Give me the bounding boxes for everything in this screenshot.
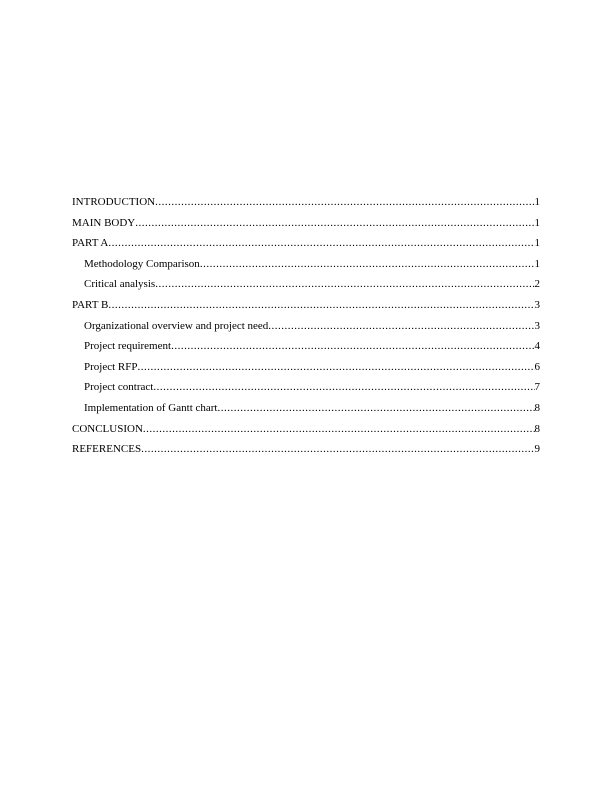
toc-entry-title: Implementation of Gantt chart: [84, 401, 218, 414]
toc-dot-leader: [171, 339, 534, 353]
toc-dot-leader: [217, 401, 534, 415]
toc-entry-project-requirement[interactable]: [72, 339, 540, 360]
toc-entry-page: 6: [534, 360, 540, 373]
toc-dot-leader: [135, 216, 534, 230]
toc-dot-leader: [153, 380, 534, 394]
toc-entry-project-contract[interactable]: [72, 380, 540, 401]
toc-dot-leader: [108, 236, 534, 250]
toc-dot-leader: [143, 422, 535, 436]
toc-entry-gantt-chart[interactable]: [72, 401, 540, 422]
toc-entry-page: 4: [534, 340, 540, 353]
toc-entry-main-body[interactable]: [72, 216, 540, 237]
toc-dot-leader: [141, 442, 534, 456]
toc-dot-leader: [155, 195, 534, 209]
toc-entry-title: PART A: [72, 237, 109, 250]
toc-entry-page: 2: [534, 278, 540, 291]
toc-entry-page: 1: [534, 237, 540, 250]
toc-entry-title: CONCLUSION: [72, 422, 143, 435]
toc-entry-organizational-overview[interactable]: [72, 319, 540, 340]
toc-entry-critical-analysis[interactable]: [72, 277, 540, 298]
toc-dot-leader: [137, 360, 534, 374]
toc-entry-page: 1: [534, 196, 540, 208]
toc-entry-title: INTRODUCTION: [72, 196, 156, 208]
toc-entry-page: 3: [534, 298, 540, 311]
toc-entry-page: 8: [534, 422, 540, 435]
toc-entry-page: 7: [534, 381, 540, 394]
toc-entry-page: 1: [534, 216, 540, 229]
toc-entry-page: 1: [534, 257, 540, 270]
toc-entry-title: MAIN BODY: [72, 216, 136, 229]
toc-entry-title: Methodology Comparison: [84, 257, 200, 270]
toc-entry-title: PART B: [72, 298, 109, 311]
toc-entry-title: Critical analysis: [84, 278, 156, 291]
toc-entry-title: REFERENCES: [72, 443, 142, 456]
toc-entry-methodology-comparison[interactable]: [72, 257, 540, 278]
toc-entry-conclusion[interactable]: [72, 422, 540, 443]
toc-entry-part-a[interactable]: [72, 236, 540, 257]
toc-entry-part-b[interactable]: [72, 298, 540, 319]
toc-entry-title: Organizational overview and project need: [84, 319, 269, 332]
toc-entry-page: 8: [534, 401, 540, 414]
toc-entry-references[interactable]: [72, 442, 540, 463]
table-of-contents: [72, 195, 540, 463]
toc-dot-leader: [200, 257, 535, 271]
toc-dot-leader: [268, 319, 534, 333]
toc-entry-title: Project requirement: [84, 340, 172, 353]
toc-dot-leader: [108, 298, 534, 312]
toc-entry-page: 3: [534, 319, 540, 332]
toc-entry-introduction[interactable]: [72, 195, 540, 216]
toc-entry-title: Project contract: [84, 381, 154, 394]
toc-entry-title: Project RFP: [84, 360, 138, 373]
toc-entry-project-rfp[interactable]: [72, 360, 540, 381]
toc-dot-leader: [155, 277, 534, 291]
toc-entry-page: 9: [534, 443, 540, 456]
